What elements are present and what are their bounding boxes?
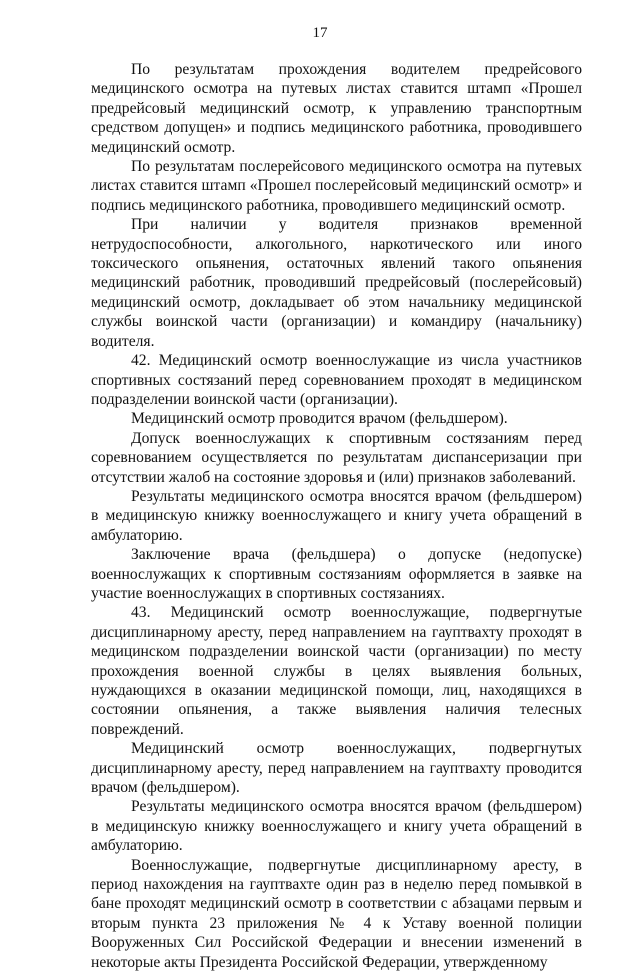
page-number: 17 [312, 25, 328, 41]
paragraph-item-43: 43. Медицинский осмотр военнослужащие, подвергнутые дисциплинарному аресту, перед направлением на гауптвахту проходят в медицинском подразделении воинской части (организации) по месту прохождения военной службы в целях выявления больных, нуждающихся в оказании медицинской помощи, лиц, находящихся в состоянии опьянения, а также выявления наличия телесных повреждений. [91, 604, 582, 738]
paragraph-sports-admission: Допуск военнослужащих к спортивным состязаниям перед соревнованием осуществляется по результатам диспансеризации при отсутствии жалоб на состояние здоровья и (или) признаков заболеваний. [91, 429, 582, 486]
paragraph-post-trip-stamp: По результатам послерейсового медицинского осмотра на путевых листах ставится штамп «Прошел послерейсовый медицинский осмотр» и подпись медицинского работника, проводившего медицинский осмотр. [91, 158, 582, 214]
paragraph-arrest-exam: Медицинский осмотр военнослужащих, подвергнутых дисциплинарному аресту, перед направлением на гауптвахту проводится врачом (фельдшером). [91, 740, 582, 797]
paragraph-arrest-results: Результаты медицинского осмотра вносятся врачом (фельдшером) в медицинскую книжку военнослужащего и книгу учета обращений в амбулаторию. [91, 798, 582, 855]
document-body [91, 60, 582, 972]
paragraph-sports-conclusion: Заключение врача (фельдшера) о допуске (недопуске) военнослужащих к спортивным состязаниям оформляется в заявке на участие военнослужащих в спортивных состязаниях. [91, 546, 582, 602]
paragraph-exam-by-doctor: Медицинский осмотр проводится врачом (фельдшером). [131, 410, 508, 428]
paragraph-item-42: 42. Медицинский осмотр военнослужащие из числа участников спортивных состязаний перед соревнованием проходят в медицинском подразделении воинской части (организации). [91, 352, 582, 408]
paragraph-pre-trip-stamp: По результатам прохождения водителем предрейсового медицинского осмотра на путевых листах ставится штамп «Прошел предрейсовый медицинский осмотр, к управлению транспортным средством допущен» и подпись медицинского работника, проводившего медицинский осмотр. [91, 61, 582, 156]
paragraph-intoxication-report: При наличии у водителя признаков временной нетрудоспособности, алкогольного, наркотического или иного токсического опьянения, остаточных явлений такого опьянения медицинский работник, проводивший предрейсовый (послерейсовый) медицинский осмотр, докладывает об этом начальнику медицинской службы воинской части (организации) и командиру (начальнику) водителя. [91, 216, 582, 350]
paragraph-results-recorded: Результаты медицинского осмотра вносятся врачом (фельдшером) в медицинскую книжку военнослужащего и книгу учета обращений в амбулаторию. [91, 487, 582, 544]
paragraph-weekly-exam: Военнослужащие, подвергнутые дисциплинарному аресту, в период нахождения на гауптвахте один раз в неделю перед помывкой в бане проходят медицинский осмотр в соответствии с абзацами первым и вторым пункта 23 приложения № 4 к Уставу военной полиции Вооруженных Сил Российской Федерации и внесении изменений в некоторые акты Президента Российской Федерации, утвержденному [91, 856, 582, 971]
